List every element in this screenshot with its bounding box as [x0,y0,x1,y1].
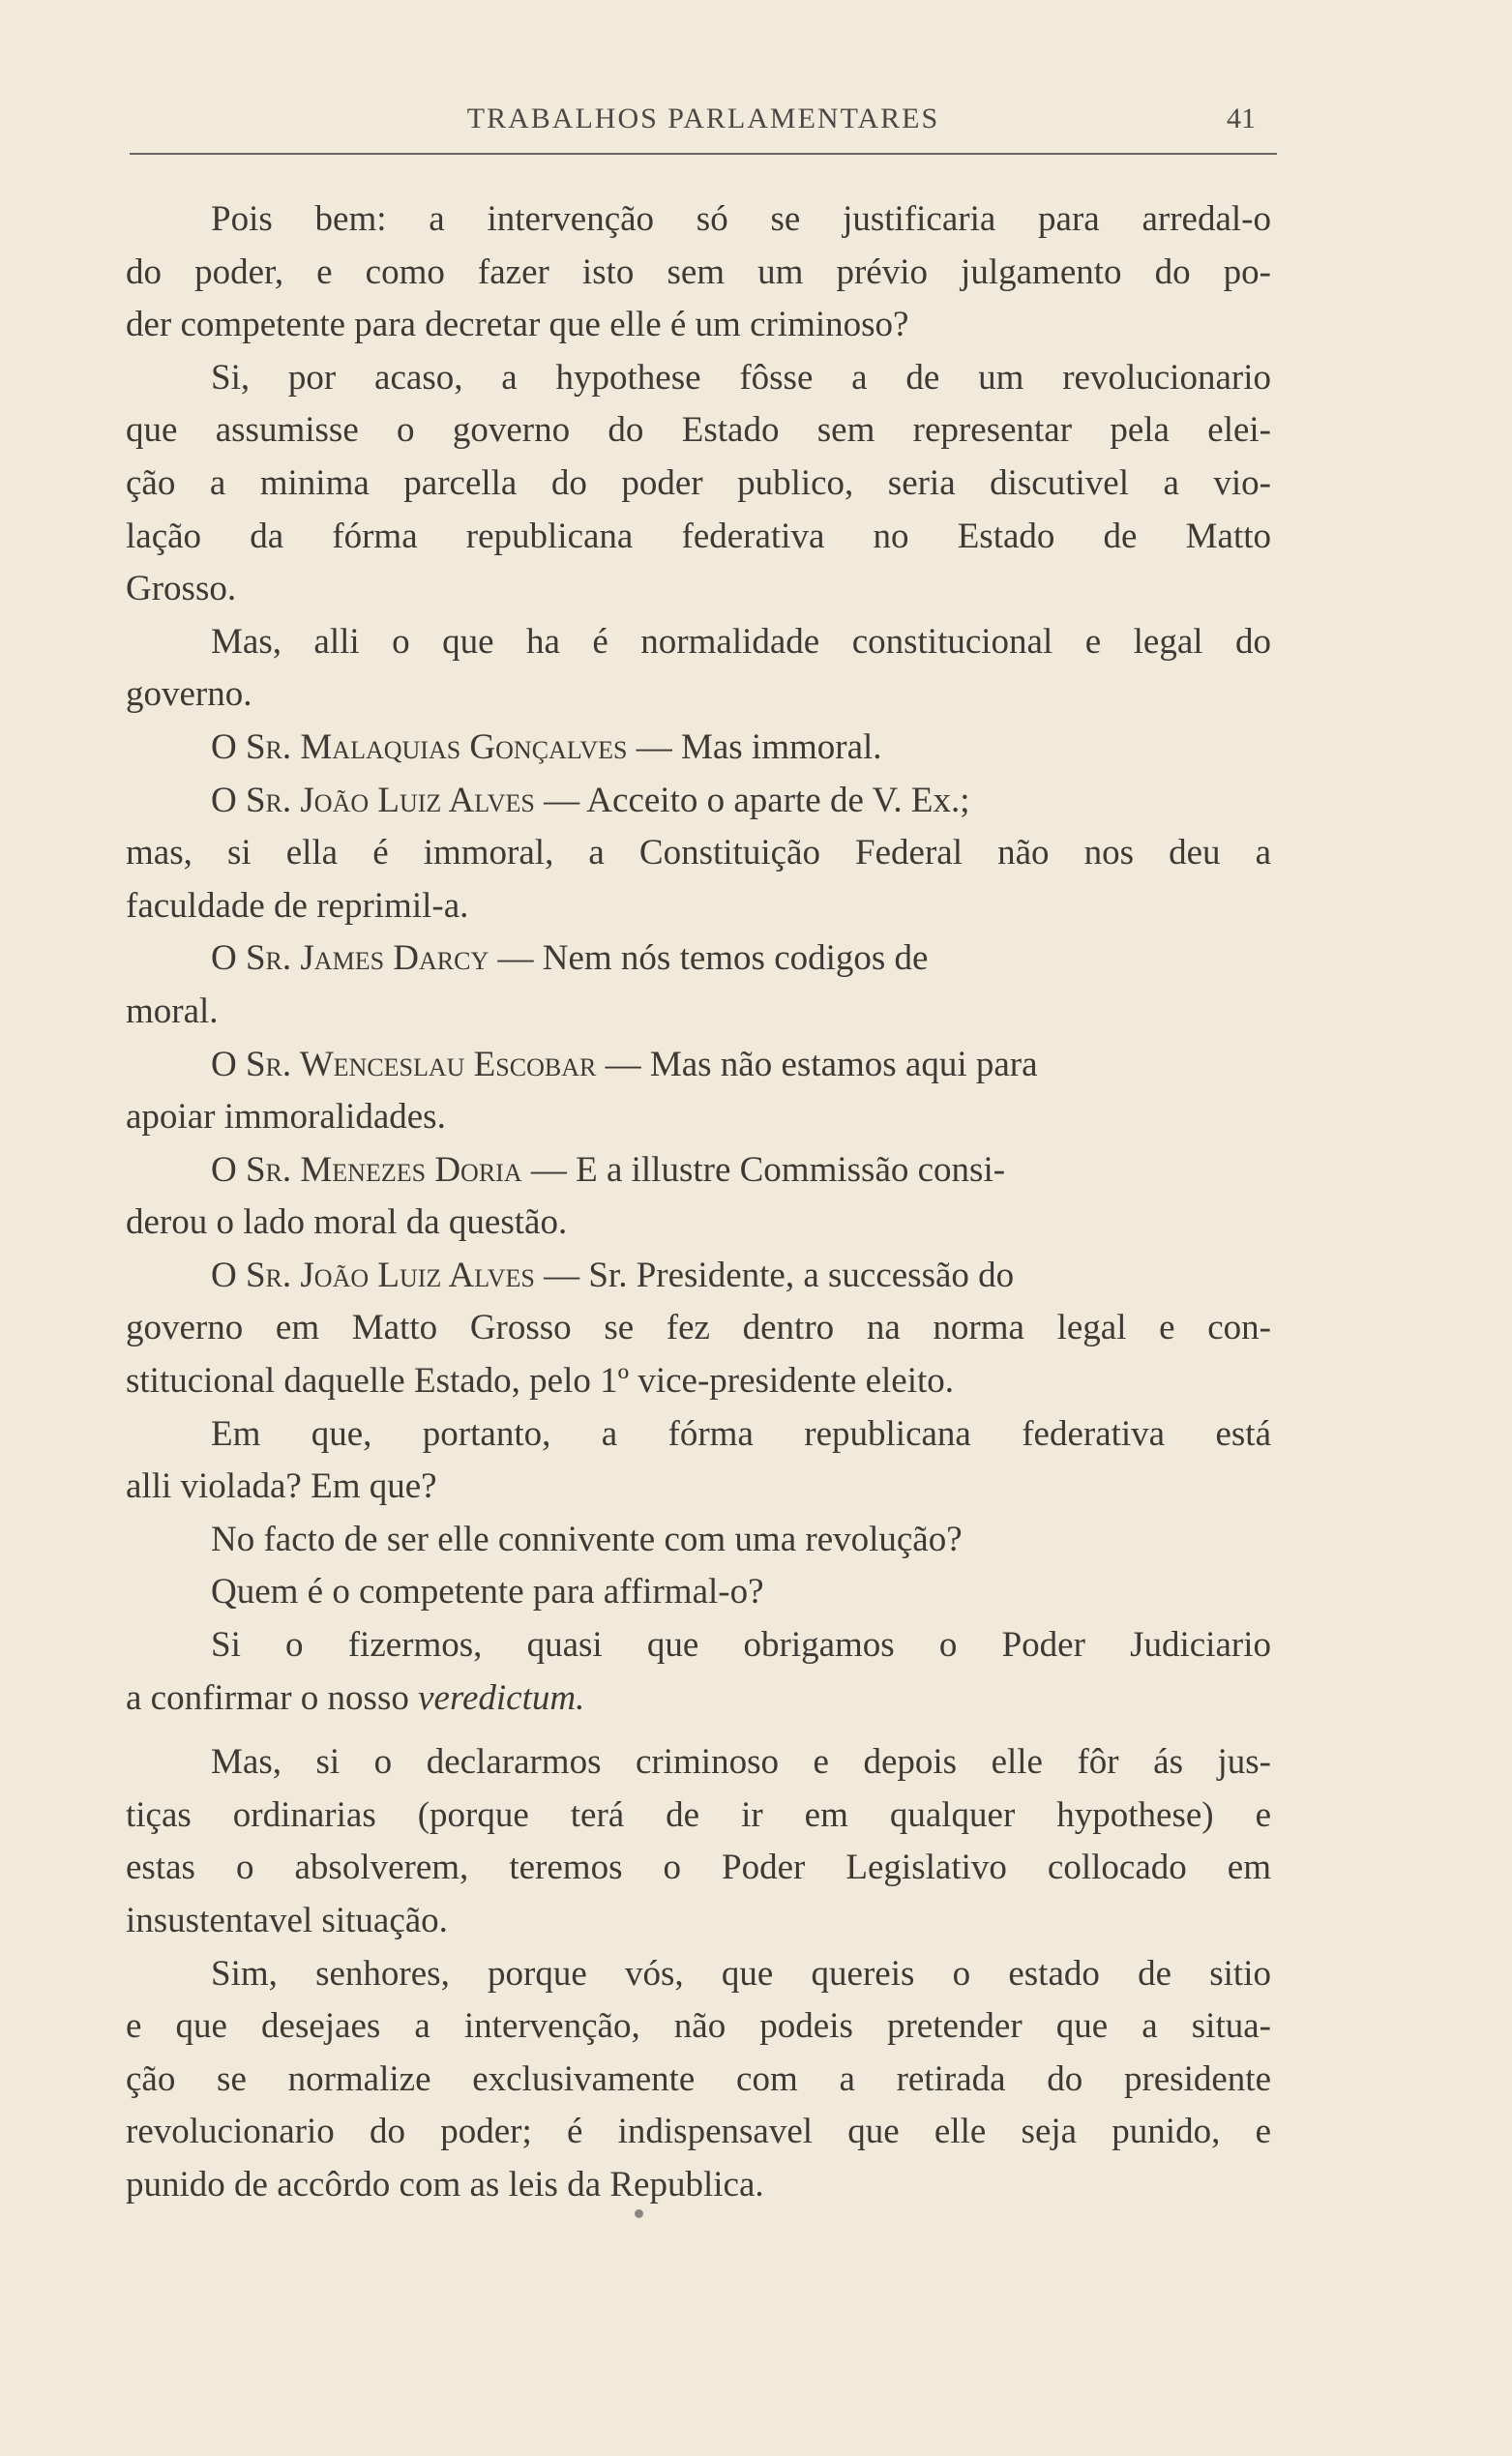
text-line: que assumisse o governo do Estado sem representar pela elei- [126,410,1271,451]
text-line: Mas, alli o que ha é normalidade constitucional e legal do [211,621,1271,662]
speaker-prefix: O [211,726,246,767]
text-line: lação da fórma republicana federativa no Estado de Matto [126,516,1271,556]
page-header [130,103,1277,155]
text-line [126,1672,1271,1726]
speaker-line [126,722,1271,775]
speaker-line [126,1144,1271,1198]
italic-term: veredictum. [418,1677,585,1718]
page-body [126,193,1271,2212]
speaker-text: — E a illustre Commissão consi- [521,1149,1006,1190]
speaker-name: Sr. Menezes Doria [245,1149,522,1190]
text-line: Mas, si o declararmos criminoso e depois elle fôr ás jus- [211,1742,1271,1783]
text-line: Sim, senhores, porque vós, que quereis o estado de sitio [211,1953,1271,1994]
text-line: Em que, portanto, a fórma republicana federativa está [211,1413,1271,1454]
speaker-name: Sr. Wenceslau Escobar [245,1044,597,1084]
text-line: derou o lado moral da questão. [126,1202,568,1243]
speaker-prefix: O [211,1149,246,1190]
text-line: e que desejaes a intervenção, não podeis pretender que a situa- [126,2006,1271,2047]
text-line: do poder, e como fazer isto sem um prévio julgamento do po- [126,252,1271,292]
speaker-line [126,932,1271,986]
text-line: der competente para decretar que elle é um criminoso? [126,305,909,345]
text-line: No facto de ser elle connivente com uma revolução? [211,1519,963,1559]
text-line: mas, si ella é immoral, a Constituição Federal não nos deu a [126,833,1271,873]
end-ornament-icon [635,2209,643,2218]
text-line: apoiar immoralidades. [126,1097,446,1138]
text-line: Pois bem: a intervenção só se justificaria para arredal-o [211,199,1271,239]
speaker-text: — Sr. Presidente, a successão do [534,1255,1015,1295]
speaker-line [126,1039,1271,1092]
text-line: ção se normalize exclusivamente com a retirada do presidente [126,2058,1271,2099]
text-line: faculdade de reprimil-a. [126,885,469,926]
speaker-text: — Acceito o aparte de V. Ex.; [534,780,970,820]
text-line: governo em Matto Grosso se fez dentro na norma legal e con- [126,1308,1271,1348]
speaker-prefix: O [211,780,246,820]
speaker-text: — Nem nós temos codigos de [489,938,929,979]
text-line: estas o absolverem, teremos o Poder Legislativo collocado em [126,1848,1271,1888]
text-line: Quem é o competente para affirmal-o? [211,1572,764,1613]
text-line: alli violada? Em que? [126,1466,437,1507]
page-number: 41 [1227,103,1256,134]
text-line: Si, por acaso, a hypothese fôsse a de um revolucionario [211,357,1271,398]
text-line: Grosso. [126,569,237,609]
text-line: insustentavel situação. [126,1901,448,1940]
text-line: ção a minima parcella do poder publico, seria discutivel a vio- [126,462,1271,503]
speaker-name: Sr. James Darcy [245,938,489,979]
text-line: stitucional daquelle Estado, pelo 1º vice-presidente eleito. [126,1361,955,1402]
text-line: moral. [126,991,219,1031]
speaker-text: — Mas immoral. [627,726,882,767]
text-line: tiças ordinarias (porque terá de ir em qualquer hypothese) e [126,1794,1271,1835]
speaker-name: Sr. Malaquias Gonçalves [245,726,628,767]
text-line: punido de accôrdo com as leis da Republica. [126,2164,764,2204]
running-head: TRABALHOS PARLAMENTARES [466,103,940,134]
speaker-prefix: O [211,938,246,979]
text-span: a confirmar o nosso [126,1677,419,1718]
speaker-text: — Mas não estamos aqui para [596,1044,1038,1084]
speaker-line [126,775,1271,828]
text-line: governo. [126,674,252,715]
text-line: Si o fizermos, quasi que obrigamos o Poder Judiciario [211,1625,1271,1666]
text-line: revolucionario do poder; é indispensavel que elle seja punido, e [126,2112,1271,2152]
speaker-name: Sr. João Luiz Alves [245,1255,535,1295]
speaker-name: Sr. João Luiz Alves [245,780,535,820]
speaker-prefix: O [211,1255,246,1295]
speaker-line [126,1250,1271,1303]
speaker-prefix: O [211,1044,246,1084]
